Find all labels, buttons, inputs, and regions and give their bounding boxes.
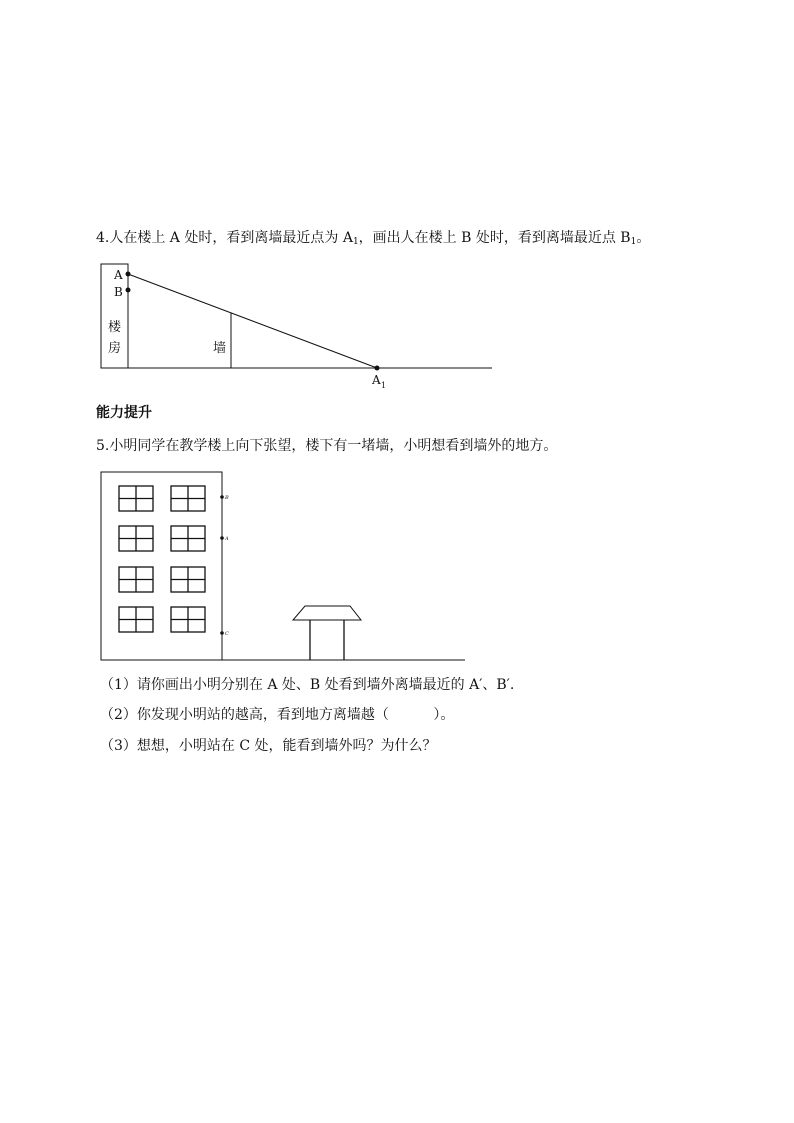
q4-text-main: 4.人在楼上 A 处时，看到离墙最近点为 A xyxy=(96,230,353,246)
window xyxy=(171,526,205,551)
point-c xyxy=(220,631,224,635)
q4-sub-a1: 1 xyxy=(352,237,359,247)
label-a1-sub: 1 xyxy=(381,381,387,390)
q5-sub-question-3: （3）想想，小明站在 C 处，能看到墙外吗？为什么？ xyxy=(100,738,437,754)
q5-sub-question-2: （2）你发现小明站的越高，看到地方离墙越（ ）。 xyxy=(100,707,455,723)
q4-text-mid: ，画出人在楼上 B 处时，看到离墙最近点 B xyxy=(358,230,631,246)
q5-sub-question-1: （1）请你画出小明分别在 A 处、B 处看到墙外离墙最近的 A′、B′. xyxy=(100,677,515,693)
q4-sub-b1: 1 xyxy=(630,237,637,247)
point-a xyxy=(220,536,224,540)
q5-text: 5.小明同学在教学楼上向下张望，楼下有一堵墙，小明想看到墙外的地方。 xyxy=(96,438,558,454)
window xyxy=(171,607,205,632)
label-building-1: 楼 xyxy=(108,320,122,335)
label-b: B xyxy=(114,285,123,299)
window xyxy=(119,607,153,632)
windows xyxy=(119,486,205,632)
window xyxy=(119,486,153,511)
label-a: A xyxy=(225,536,229,542)
label-building-2: 房 xyxy=(108,341,122,356)
label-wall: 墙 xyxy=(213,341,227,356)
label-b: B xyxy=(225,495,229,501)
label-a: A xyxy=(114,268,123,282)
window xyxy=(171,486,205,511)
window xyxy=(119,526,153,551)
section-title: 能力提升 xyxy=(96,405,152,421)
wall xyxy=(293,606,361,660)
q4-text-end: 。 xyxy=(636,230,651,246)
point-b xyxy=(220,495,224,499)
window xyxy=(119,567,153,592)
window xyxy=(171,567,205,592)
label-a1: A xyxy=(372,373,381,387)
label-c: C xyxy=(225,631,229,637)
